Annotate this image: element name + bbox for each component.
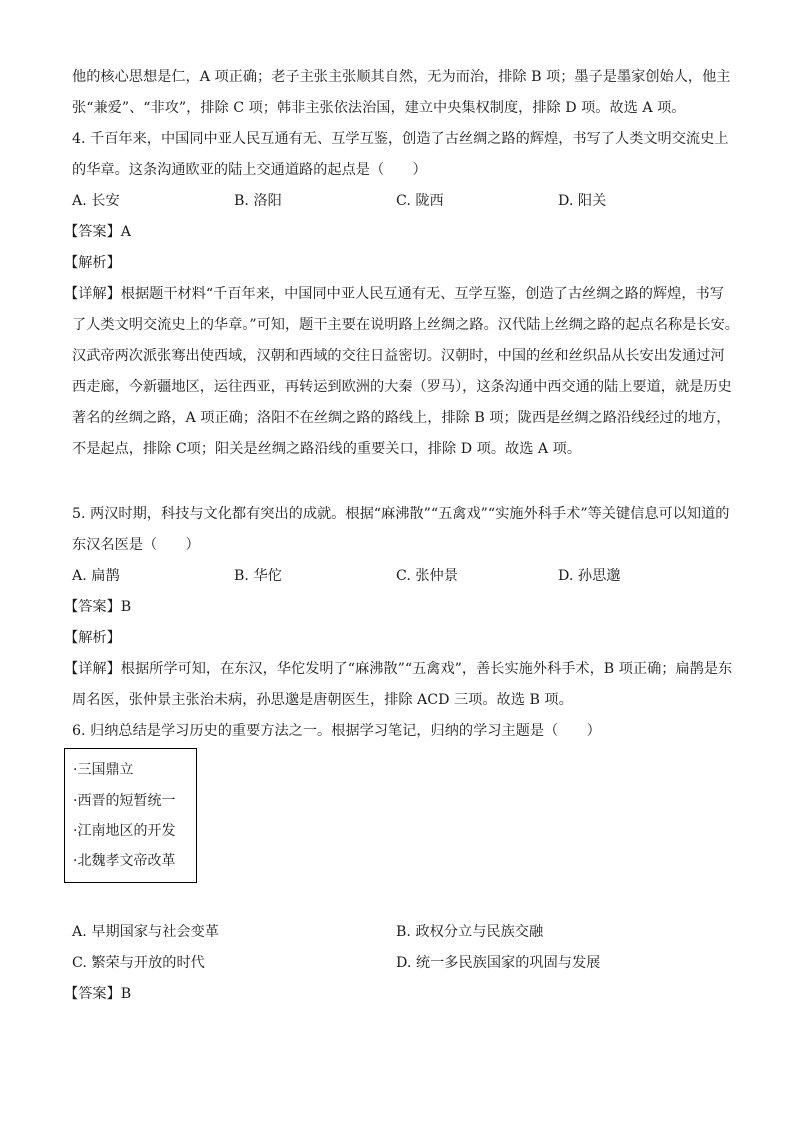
q4-answer: 【答案】A (64, 224, 131, 240)
q5-option-b: B. 华佗 (234, 568, 282, 584)
q4-detail-line-6: 不是起点，排除 C项；阳关是丝绸之路沿线的重要关口，排除 D 项。故选 A 项。 (72, 441, 582, 457)
q5-option-a: A. 扁鹊 (72, 568, 120, 584)
q5-detail-line-2: 周名医，张仲景主张治未病，孙思邈是唐朝医生，排除 ACD 三项。故选 B 项。 (72, 692, 573, 708)
q4-stem-line-1: 4. 千百年来，中国同中亚人民互通有无、互学互鉴，创造了古丝绸之路的辉煌，书写了人类文明交流史上 (72, 131, 729, 147)
q4-detail-line-2: 了人类文明交流史上的华章。”可知，题干主要在说明路上丝绸之路。汉代陆上丝绸之路的起点名称是长安。 (72, 317, 739, 333)
note-item: ·北魏孝文帝改革 (73, 853, 176, 869)
q5-stem-line-2: 东汉名医是（ ） (72, 537, 200, 553)
q5-stem-line-1: 5. 两汉时期，科技与文化都有突出的成就。根据“麻沸散”“五禽戏”“实施外科手术”等关键信息可以知道的 (72, 506, 730, 522)
q5-analysis-label: 【解析】 (64, 630, 121, 646)
q4-option-d: D. 阳关 (558, 193, 607, 209)
q5-option-d: D. 孙思邈 (558, 568, 621, 584)
q4-stem-line-2: 的华章。这条沟通欧亚的陆上交通道路的起点是（ ） (72, 162, 427, 178)
q3-explanation-line-1: 他的核心思想是仁，A 项正确；老子主张主张顺其自然，无为而治，排除 B 项；墨子是墨家创始人，他主 (72, 69, 731, 85)
note-item: ·西晋的短暂统一 (73, 793, 176, 809)
q6-option-a: A. 早期国家与社会变革 (72, 924, 219, 940)
q4-detail-line-4: 西走廊，今新疆地区，运往西亚，再转运到欧洲的大秦（罗马），这条沟通中西交通的陆上要道，就是历史 (72, 379, 732, 395)
note-item: ·江南地区的开发 (73, 823, 176, 839)
q6-option-b: B. 政权分立与民族交融 (396, 924, 544, 940)
q5-detail-line-1: 【详解】根据所学可知，在东汉，华佗发明了“麻沸散”“五禽戏”，善长实施外科手术，B 项正确；扁鹊是东 (64, 661, 733, 677)
q4-analysis-label: 【解析】 (64, 255, 121, 271)
q3-explanation-line-2: 张“兼爱”、“非攻”，排除 C 项；韩非主张依法治国，建立中央集权制度，排除 D 项。故选 A 项。 (72, 100, 686, 116)
q4-detail-line-1: 【详解】根据题干材料“千百年来，中国同中亚人民互通有无、互学互鉴，创造了古丝绸之路的辉煌，书写 (64, 286, 724, 302)
q6-answer: 【答案】B (64, 986, 132, 1002)
q6-option-d: D. 统一多民族国家的巩固与发展 (396, 955, 601, 971)
q5-option-c: C. 张仲景 (396, 568, 458, 584)
study-notes-box (64, 748, 197, 883)
q4-detail-line-5: 著名的丝绸之路，A 项正确；洛阳不在丝绸之路的路线上，排除 B 项；陇西是丝绸之路沿线经过的地方， (72, 410, 731, 426)
q6-option-c: C. 繁荣与开放的时代 (72, 955, 205, 971)
q4-option-a: A. 长安 (72, 193, 120, 209)
q4-option-c: C. 陇西 (396, 193, 444, 209)
q5-answer: 【答案】B (64, 599, 132, 615)
note-item: ·三国鼎立 (73, 762, 134, 778)
q4-option-b: B. 洛阳 (234, 193, 282, 209)
q6-stem: 6. 归纳总结是学习历史的重要方法之一。根据学习笔记，归纳的学习主题是（ ） (72, 723, 601, 739)
q4-detail-line-3: 汉武帝两次派张骞出使西域，汉朝和西域的交往日益密切。汉朝时，中国的丝和丝织品从长安出发通过河 (72, 348, 725, 364)
